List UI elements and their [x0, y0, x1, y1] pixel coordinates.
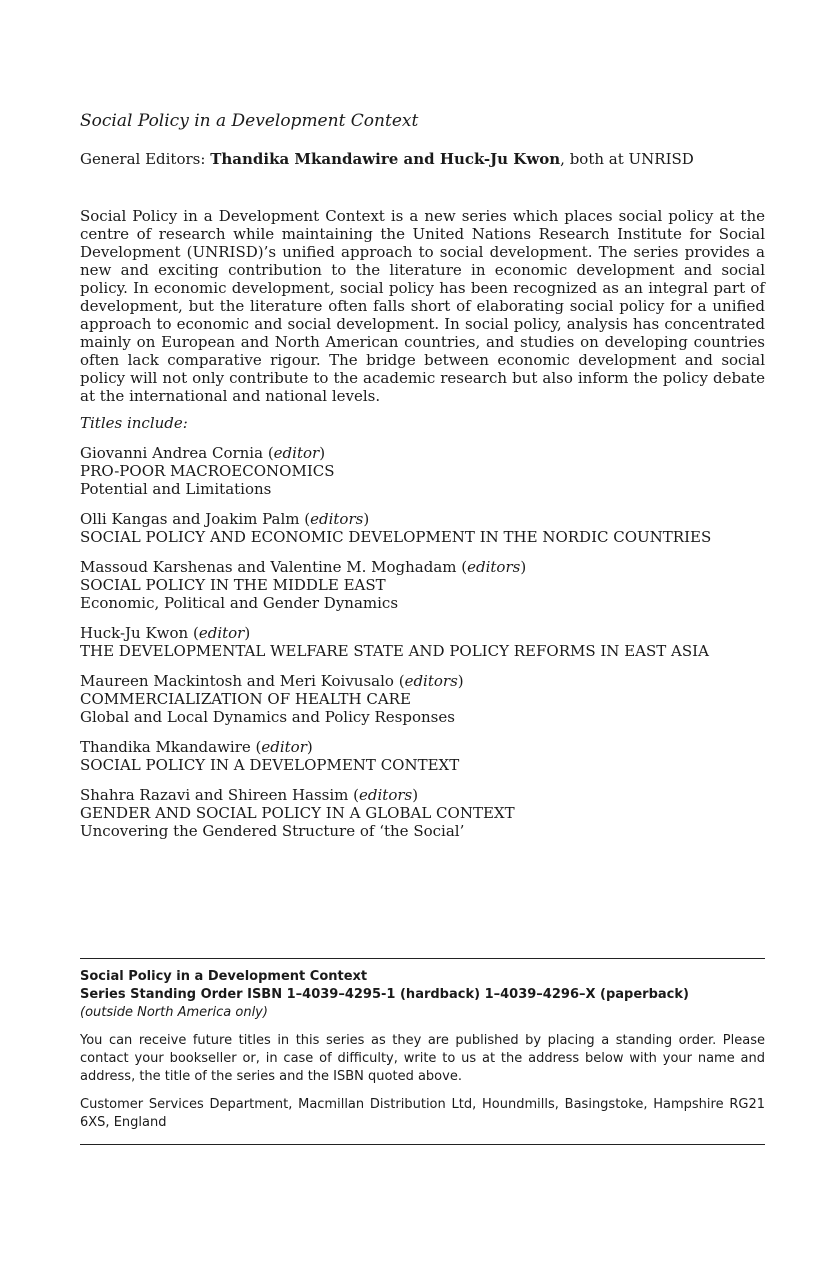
title-authors: Giovanni Andrea Cornia (editor) — [80, 444, 326, 462]
author-role: editors — [467, 558, 521, 576]
book-subtitle: Potential and Limitations — [80, 480, 272, 498]
titles-list — [80, 444, 765, 852]
title-authors: Massoud Karshenas and Valentine M. Moghadam (editors) — [80, 558, 527, 576]
book-title: SOCIAL POLICY IN A DEVELOPMENT CONTEXT — [80, 756, 460, 774]
title-entry — [80, 624, 765, 660]
author-names: Thandika Mkandawire — [80, 738, 251, 756]
title-authors: Huck-Ju Kwon (editor) — [80, 624, 251, 642]
title-entry — [80, 510, 765, 546]
title-authors: Maureen Mackintosh and Meri Koivusalo (editors) — [80, 672, 464, 690]
book-subtitle: Uncovering the Gendered Structure of ‘the Social’ — [80, 822, 465, 840]
author-role: editor — [198, 624, 245, 642]
book-subtitle: Global and Local Dynamics and Policy Responses — [80, 708, 455, 726]
book-title: PRO-POOR MACROECONOMICS — [80, 462, 335, 480]
author-names: Maureen Mackintosh and Meri Koivusalo — [80, 672, 394, 690]
title-authors: Thandika Mkandawire (editor) — [80, 738, 313, 756]
book-title: THE DEVELOPMENTAL WELFARE STATE AND POLICY REFORMS IN EAST ASIA — [80, 642, 709, 660]
book-title: COMMERCIALIZATION OF HEALTH CARE — [80, 690, 411, 708]
book-title: GENDER AND SOCIAL POLICY IN A GLOBAL CONTEXT — [80, 804, 515, 822]
title-entry — [80, 738, 765, 774]
general-editors — [80, 150, 694, 168]
footer-instructions: You can receive future titles in this series as they are published by placing a standing order. Please contact your bookseller or, in case of difficulty, write to us at the address below with your name and address, the title of the series and the ISBN quoted above. — [80, 1033, 765, 1084]
author-role: editor — [261, 738, 307, 756]
title-entry — [80, 558, 765, 612]
author-role: editor — [273, 444, 320, 462]
editors-suffix: , both at UNRISD — [560, 150, 694, 168]
editors-prefix: General Editors: — [80, 150, 211, 168]
title-authors: Shahra Razavi and Shireen Hassim (editors) — [80, 786, 419, 804]
titles-include-heading: Titles include: — [80, 414, 188, 432]
footer-bottom-rule — [80, 1144, 765, 1145]
series-description: Social Policy in a Development Context is a new series which places social policy at the centre of research while maintaining the United Nations Research Institute for Social Development (UNRISD)’s unified approach to social development. The series provides a new and exciting contribution to the literature in economic development and social policy. In economic development, social policy has been recognized as an integral part of development, but the literature often falls short of elaborating social policy for a unified approach to economic and social development. In social policy, analysis has concentrated mainly on European and North American countries, and studies on developing countries often lack comparative rigour. The bridge between economic development and social policy will not only contribute to the academic research but also inform the policy debate at the international and national levels. — [80, 207, 765, 405]
title-authors: Olli Kangas and Joakim Palm (editors) — [80, 510, 370, 528]
author-role: editors — [404, 672, 458, 690]
footer-series-title: Social Policy in a Development Context — [80, 969, 368, 984]
book-title: SOCIAL POLICY AND ECONOMIC DEVELOPMENT IN THE NORDIC COUNTRIES — [80, 528, 712, 546]
title-entry — [80, 444, 765, 498]
footer-region-note: (outside North America only) — [80, 1005, 268, 1020]
standing-order-box — [80, 968, 765, 1132]
title-entry — [80, 786, 765, 840]
footer-address: Customer Services Department, Macmillan Distribution Ltd, Houndmills, Basingstoke, Hampshire RG21 6XS, England — [80, 1097, 765, 1130]
footer-top-rule — [80, 958, 765, 959]
book-title: SOCIAL POLICY IN THE MIDDLE EAST — [80, 576, 386, 594]
author-names: Shahra Razavi and Shireen Hassim — [80, 786, 349, 804]
footer-standing-order: Series Standing Order ISBN 1–4039–4295-1 (hardback) 1–4039–4296–X (paperback) — [80, 987, 689, 1002]
author-role: editors — [310, 510, 364, 528]
author-names: Giovanni Andrea Cornia — [80, 444, 264, 462]
series-title: Social Policy in a Development Context — [80, 111, 419, 131]
author-names: Huck-Ju Kwon — [80, 624, 189, 642]
editors-names: Thandika Mkandawire and Huck-Ju Kwon — [210, 150, 561, 168]
title-entry — [80, 672, 765, 726]
book-subtitle: Economic, Political and Gender Dynamics — [80, 594, 399, 612]
author-names: Massoud Karshenas and Valentine M. Moghadam — [80, 558, 457, 576]
author-names: Olli Kangas and Joakim Palm — [80, 510, 300, 528]
author-role: editors — [359, 786, 413, 804]
